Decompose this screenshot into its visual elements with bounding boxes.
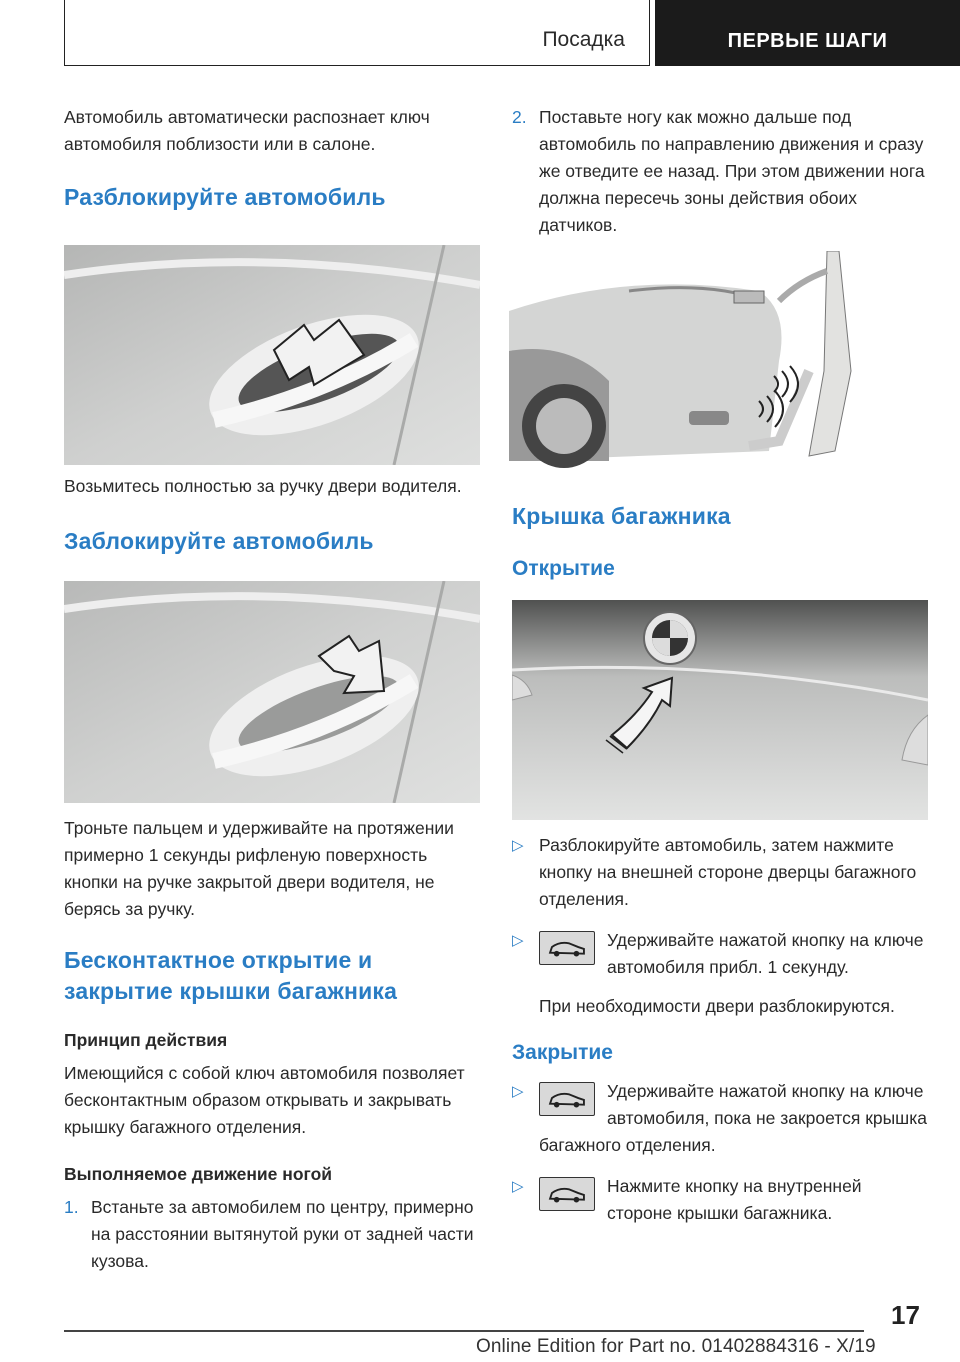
close-item-2	[512, 1173, 928, 1227]
trunk-heading: Крышка багажника	[512, 503, 731, 529]
open-item-2	[512, 927, 928, 1020]
step-2-text: Поставьте ногу как можно дальше под автомобиль по направлению движения и сразу же отведите ее назад. При этом движении нога должна пересечь зоны действия обоих датчиков.	[539, 107, 925, 235]
open-heading: Открытие	[512, 557, 615, 580]
door-handle-lock-image	[64, 581, 480, 803]
page-number: 17	[891, 1300, 920, 1330]
lock-heading: Заблокируйте автомобиль	[64, 528, 374, 554]
right-column	[512, 100, 928, 1227]
foot-movement-heading: Выполняемое движение ногой	[64, 1164, 333, 1184]
chapter-tab: ПЕРВЫЕ ШАГИ	[655, 0, 960, 66]
unlock-heading: Разблокируйте автомобиль	[64, 184, 386, 210]
step-1	[64, 1194, 480, 1275]
door-handle-unlock-image	[64, 245, 480, 465]
bullet-icon: ▷	[512, 837, 524, 854]
close-item-1-text: Удерживайте нажатой кнопку на ключе автомобиля, пока не закроется крышка багажного отделения.	[539, 1081, 927, 1155]
open-item-1	[512, 832, 928, 913]
open-item-1-text: Разблокируйте автомобиль, затем нажмите кнопку на внешней стороне дверцы багажного отделения.	[539, 835, 917, 909]
left-column	[64, 100, 480, 1275]
header-section-box	[64, 0, 650, 66]
car-key-icon	[539, 1177, 595, 1211]
close-item-2-text: Нажмите кнопку на внутренней стороне крышки багажника.	[607, 1176, 862, 1223]
bullet-icon: ▷	[512, 1178, 524, 1195]
step-2	[512, 100, 928, 239]
step-1-text: Встаньте за автомобилем по центру, примерно на расстоянии вытянутой руки от задней части кузова.	[91, 1197, 474, 1271]
foot-gesture-image	[509, 251, 865, 473]
close-heading: Закрытие	[512, 1041, 613, 1064]
principle-heading: Принцип действия	[64, 1030, 228, 1050]
car-key-icon	[539, 931, 595, 965]
section-title: Посадка	[542, 28, 625, 51]
bullet-icon: ▷	[512, 932, 524, 949]
lock-text: Троньте пальцем и удерживайте на протяжении примерно 1 секунды рифленую поверхность кнопки на ручке закрытой двери водителя, не берясь за ручку.	[64, 818, 454, 919]
footer-divider	[64, 1330, 864, 1332]
open-item-2-text: Удерживайте нажатой кнопку на ключе автомобиля прибл. 1 секунду.	[607, 930, 924, 977]
footer-edition: Online Edition for Part no. 01402884316 - X/19	[476, 1336, 876, 1357]
principle-text: Имеющийся с собой ключ автомобиля позволяет бесконтактным образом открывать и закрывать крышку багажного отделения.	[64, 1063, 465, 1137]
contactless-heading: Бесконтактное открытие и закрытие крышки багажника	[64, 947, 398, 1004]
trunk-button-image	[512, 600, 928, 820]
intro-text: Автомобиль автоматически распознает ключ автомобиля поблизости или в салоне.	[64, 107, 430, 154]
bullet-icon: ▷	[512, 1083, 524, 1100]
step-2-number: 2.	[512, 107, 527, 127]
close-item-1	[512, 1078, 928, 1159]
step-1-number: 1.	[64, 1197, 79, 1217]
car-key-icon	[539, 1082, 595, 1116]
unlock-text: Возьмитесь полностью за ручку двери водителя.	[64, 476, 462, 496]
open-item-2-note: При необходимости двери разблокируются.	[539, 996, 895, 1016]
